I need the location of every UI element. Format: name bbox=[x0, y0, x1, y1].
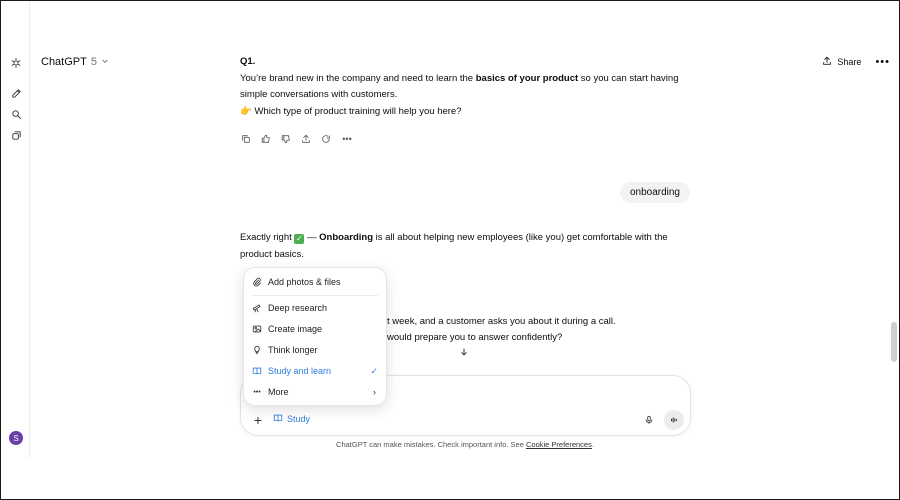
pointing-hand-emoji: 👉 bbox=[240, 105, 252, 117]
more-actions-icon[interactable]: ••• bbox=[342, 133, 352, 144]
menu-item-label: Deep research bbox=[268, 303, 328, 313]
menu-item-label: Study and learn bbox=[268, 366, 332, 376]
menu-item-more[interactable] bbox=[252, 383, 378, 401]
menu-item-label: Add photos & files bbox=[268, 277, 341, 287]
check-mark-emoji: ✓ bbox=[296, 234, 303, 243]
paperclip-icon bbox=[252, 277, 262, 287]
new-chat-icon[interactable] bbox=[9, 86, 23, 100]
q1-text-bold: basics of your product bbox=[475, 72, 579, 84]
library-icon[interactable] bbox=[9, 128, 23, 142]
thumbs-down-icon[interactable] bbox=[280, 133, 291, 144]
q1-question-text: Which type of product training will help you here? bbox=[254, 105, 462, 117]
menu-item-deep-research[interactable] bbox=[252, 299, 378, 317]
q1-question bbox=[240, 104, 690, 121]
answer-text-pre: Exactly right bbox=[240, 232, 295, 243]
sidebar-rail bbox=[1, 1, 30, 458]
image-icon bbox=[252, 324, 262, 334]
menu-item-create-image[interactable] bbox=[252, 320, 378, 338]
menu-item-study-and-learn[interactable] bbox=[252, 362, 378, 380]
thumbs-up-icon[interactable] bbox=[260, 133, 271, 144]
menu-item-label: Think longer bbox=[268, 345, 318, 355]
checkmark-icon: ✓ bbox=[370, 365, 378, 376]
book-icon bbox=[273, 413, 283, 425]
regenerate-icon[interactable] bbox=[320, 133, 331, 144]
disclaimer bbox=[0, 440, 900, 449]
lightbulb-icon bbox=[252, 345, 262, 355]
q1-title: Q1. bbox=[240, 56, 256, 67]
header-actions bbox=[822, 56, 890, 68]
share-icon bbox=[822, 56, 832, 68]
openai-logo-icon[interactable] bbox=[9, 56, 23, 70]
q1-text-pre: You’re brand new in the company and need to learn the bbox=[240, 72, 476, 84]
study-label: Study bbox=[287, 414, 311, 424]
add-tools-button[interactable]: + bbox=[253, 412, 263, 428]
menu-item-think-longer[interactable] bbox=[252, 341, 378, 359]
telescope-icon bbox=[252, 303, 262, 313]
model-version: 5 bbox=[90, 56, 97, 68]
study-mode-chip[interactable] bbox=[273, 413, 310, 425]
more-options-icon[interactable]: ••• bbox=[875, 56, 890, 68]
answer-text-post: is all about helping new employees (like you) get comfortable with the product basics. bbox=[240, 232, 668, 260]
menu-divider bbox=[252, 295, 378, 296]
message-actions bbox=[240, 133, 354, 144]
disclaimer-period: . bbox=[591, 440, 594, 449]
answer-bold: Onboarding bbox=[319, 232, 373, 243]
voice-mode-button[interactable] bbox=[664, 410, 684, 430]
menu-item-add-photos[interactable] bbox=[252, 273, 378, 291]
assistant-message-answer bbox=[240, 230, 690, 263]
tools-menu bbox=[243, 267, 387, 406]
model-selector[interactable] bbox=[41, 56, 109, 68]
q1-body bbox=[240, 71, 690, 104]
chevron-down-icon bbox=[101, 56, 109, 68]
share-label: Share bbox=[837, 57, 862, 67]
partial-message-line: t week, and a customer asks you about it during a call. bbox=[387, 316, 616, 327]
more-icon: ••• bbox=[253, 388, 261, 396]
cookie-preferences-link[interactable]: Cookie Preferences bbox=[525, 440, 592, 449]
scroll-down-icon[interactable] bbox=[456, 344, 472, 360]
share-button[interactable] bbox=[822, 56, 861, 68]
model-name: ChatGPT bbox=[41, 56, 87, 68]
share-message-icon[interactable] bbox=[300, 133, 311, 144]
microphone-icon[interactable] bbox=[642, 413, 656, 427]
q1-text-post: so you can start having simple conversations with customers. bbox=[240, 72, 679, 100]
scrollbar-thumb[interactable] bbox=[891, 322, 897, 362]
user-message-bubble: onboarding bbox=[620, 182, 690, 203]
search-icon[interactable] bbox=[9, 107, 23, 121]
answer-dash: — bbox=[304, 232, 320, 243]
copy-icon[interactable] bbox=[240, 133, 251, 144]
book-icon bbox=[252, 366, 262, 376]
menu-item-label: Create image bbox=[268, 324, 323, 334]
menu-item-label: More bbox=[268, 387, 289, 397]
assistant-message-q1 bbox=[240, 54, 690, 120]
chevron-right-icon: › bbox=[373, 387, 376, 397]
avatar[interactable]: S bbox=[9, 431, 23, 445]
partial-message-line-2: would prepare you to answer confidently? bbox=[387, 332, 563, 343]
disclaimer-text: ChatGPT can make mistakes. Check important info. See bbox=[336, 440, 526, 449]
